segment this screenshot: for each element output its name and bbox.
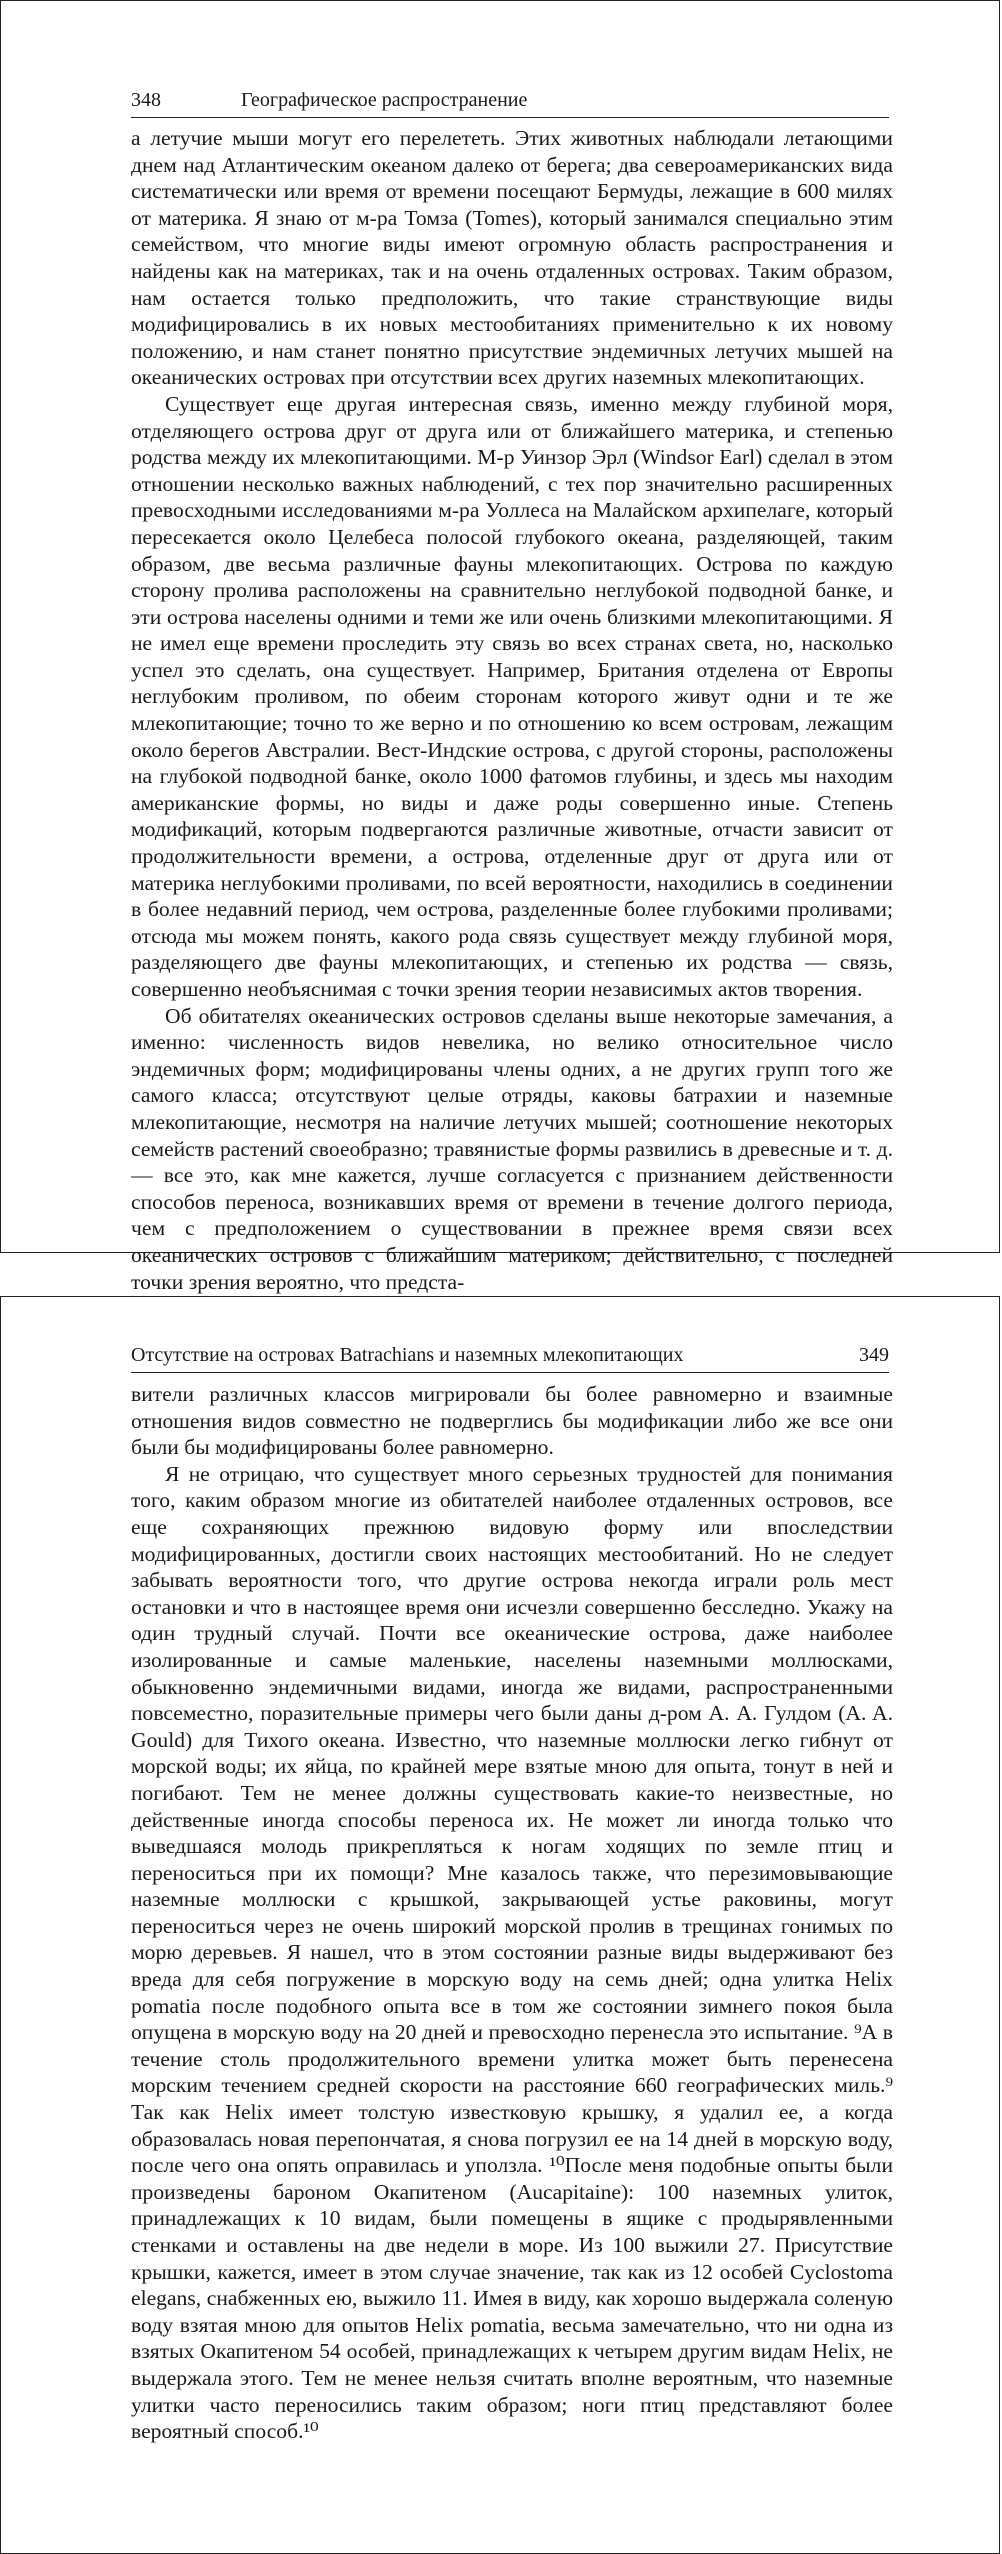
page-number: 348 bbox=[131, 89, 161, 111]
running-head: Географическое распространение bbox=[241, 89, 528, 111]
page-body bbox=[131, 1381, 893, 2445]
page-number: 349 bbox=[859, 1344, 889, 1366]
page-body bbox=[131, 125, 893, 1295]
page-349 bbox=[0, 1296, 1000, 2554]
paragraph: Я не отрицаю, что существует много серьезных трудностей для понимания того, каким образом многие из обитателей наиболее отдаленных островов, все еще сохраняющих прежнюю видовую форму или впоследствии модифицированных, достигли своих настоящих местообитаний. Но не следует забывать вероятности того, что другие острова некогда играли роль мест остановки и что в настоящее время они исчезли совершенно бесследно. Укажу на один трудный случай. Почти все океанические острова, даже наиболее изолированные и самые маленькие, населены наземными моллюсками, обыкновенно эндемичными видами, иногда же видами, распространенными повсеместно, поразительные примеры чего были даны д-ром А. А. Гулдом (A. A. Gould) для Тихого океана. Известно, что наземные моллюски легко гибнут от морской воды; их яйца, по крайней мере взятые мною для опыта, тонут в ней и погибают. Тем не менее должны существовать какие-то неизвестные, но действенные иногда способы переноса их. Не может ли иногда только что выведшаяся молодь прикрепляться к ногам ходящих по земле птиц и переноситься при их помощи? Мне казалось также, что перезимовывающие наземные моллюски с крышкой, закрывающей устье раковины, могут переноситься через не очень широкий морской пролив в трещинах гонимых по морю деревьев. Я нашел, что в этом состоянии разные виды выдерживают без вреда для себя погружение в морскую воду на семь дней; одна улитка Helix pomatia после подобного опыта все в том же состоянии зимнего покоя была опущена в морскую воду на 20 дней и превосходно перенесла это испытание. ⁹А в течение столь продолжительного времени улитка может быть перенесена морским течением средней скорости на расстояние 660 географических миль.⁹ Так как Helix имеет толстую известковую крышку, я удалил ее, а когда образовалась новая перепончатая, я снова погрузил ее на 14 дней в морскую воду, после чего она опять оправилась и уползла. ¹⁰После меня подобные опыты были произведены бароном Окапитеном (Aucapitaine): 100 наземных улиток, принадлежащих к 10 видам, были помещены в ящике с продырявленными стенками и оставлены на две недели в море. Из 100 выжили 27. Присутствие крышки, кажется, имеет в этом случае значение, так как из 12 особей Cyclostoma elegans, снабженных ею, выжило 11. Имея в виду, как хорошо выдержала соленую воду взятая мною для опытов Helix pomatia, весьма замечательно, что ни одна из взятых Окапитеном 54 особей, принадлежащих к четырем другим видам Helix, не выдержала этого. Тем не менее нельзя считать вполне вероятным, что наземные улитки часто переносились таким образом; ноги птиц представляют более вероятный способ.¹⁰ bbox=[131, 1461, 893, 2444]
paragraph: вители различных классов мигрировали бы более равномерно и взаимные отношения видов совместно не подверглись бы модификации либо же все они были бы модифицированы более равномерно. bbox=[131, 1382, 893, 1460]
paragraph: а летучие мыши могут его перелететь. Этих животных наблюдали летающими днем над Атлантическим океаном далеко от берега; два североамериканских вида систематически или время от времени посещают Бермуды, лежащие в 600 милях от материка. Я знаю от м-ра Томза (Tomes), который занимался специально этим семейством, что многие виды имеют огромную область распространения и найдены как на материках, так и на очень отдаленных островах. Таким образом, нам остается только предположить, что такие странствующие виды модифицировались в их новых местообитаниях применительно к их новому положению, и нам станет понятно присутствие эндемичных летучих мышей на океанических островах при отсутствии всех других наземных млекопитающих. bbox=[131, 126, 893, 390]
paragraph: Об обитателях океанических островов сделаны выше некоторые замечания, а именно: численность видов невелика, но велико относительное число эндемичных форм; модифицированы члены одних, а не других групп того же самого класса; отсутствуют целые отряды, каковы батрахии и наземные млекопитающие, несмотря на наличие летучих мышей; соотношение некоторых семейств растений своеобразно; травянистые формы развились в древесные и т. д. — все это, как мне кажется, лучше согласуется с признанием действенности способов переноса, возникавших время от времени в течение долгого периода, чем с предположением о существовании в прежнее время связи всех океанических островов с ближайшим материком; действительно, с последней точки зрения вероятно, что предста- bbox=[131, 1003, 893, 1294]
paragraph: Существует еще другая интересная связь, именно между глубиной моря, отделяющего острова друг от друга или от ближайшего материка, и степенью родства между их млекопитающими. М-р Уинзор Эрл (Windsor Earl) сделал в этом отношении несколько важных наблюдений, с тех пор значительно расширенных превосходными исследованиями м-ра Уоллеса на Малайском архипелаге, который пересекается около Целебеса полосой глубокого океана, разделяющей, таким образом, две весьма различные фауны млекопитающих. Острова по каждую сторону пролива расположены на сравнительно неглубокой подводной банке, и эти острова населены одними и теми же или очень близкими млекопитающими. Я не имел еще времени проследить эту связь во всех странах света, но, насколько успел это сделать, она существует. Например, Британия отделена от Европы неглубоким проливом, по обеим сторонам которого живут одни и те же млекопитающие; точно то же верно и по отношению ко всем островам, лежащим около берегов Австралии. Вест-Индские острова, с другой стороны, расположены на глубокой подводной банке, около 1000 фатомов глубины, и здесь мы находим американские формы, но виды и даже роды совершенно иные. Степень модификаций, которым подвергаются различные животные, отчасти зависит от продолжительности времени, а острова, отделенные друг от друга или от материка неглубокими проливами, по всей вероятности, находились в соединении в более недавний период, чем острова, разделенные более глубокими проливами; отсюда мы можем понять, какого рода связь существует между глубиной моря, разделяющего две фауны млекопитающих, и степенью их родства — связь, совершенно необъяснимая с точки зрения теории независимых актов творения. bbox=[131, 391, 893, 1001]
page-header bbox=[131, 1338, 889, 1373]
page-header bbox=[131, 83, 889, 118]
running-head: Отсутствие на островах Batrachians и наземных млекопитающих bbox=[131, 1344, 684, 1366]
